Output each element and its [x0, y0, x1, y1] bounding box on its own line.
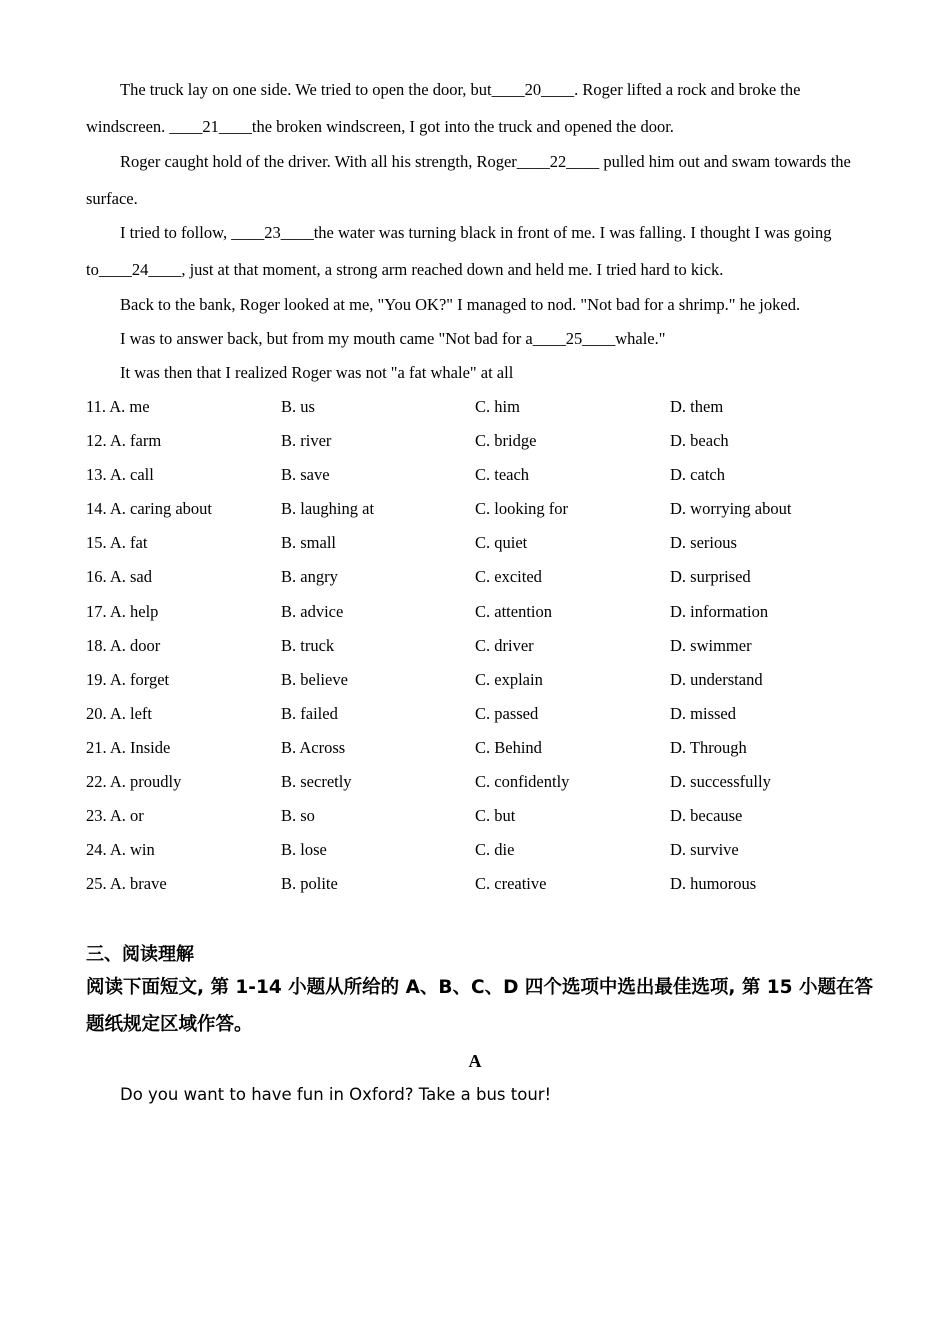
- option-d: D. understand: [670, 669, 763, 689]
- passage-line-2: [86, 117, 674, 137]
- option-a: 16. A. sad: [86, 567, 152, 587]
- option-row-13: [86, 465, 886, 499]
- passage-line-3: [120, 152, 851, 172]
- option-b: B. lose: [281, 840, 327, 860]
- option-a: 22. A. proudly: [86, 772, 182, 792]
- option-row-20: [86, 704, 886, 738]
- option-d: D. successfully: [670, 772, 771, 792]
- option-a: 24. A. win: [86, 840, 155, 860]
- text: windscreen.: [86, 117, 170, 136]
- option-b: B. Across: [281, 737, 346, 757]
- option-c: C. quiet: [475, 533, 528, 553]
- text: The truck lay on one side. We tried to open the door, but: [120, 80, 492, 99]
- blank-25: ____25____: [532, 329, 616, 348]
- text: It was then that I realized Roger was not "a fat whale" at all: [120, 363, 514, 382]
- option-b: B. us: [281, 397, 315, 416]
- text: Back to the bank, Roger looked at me, "You OK?" I managed to nod. "Not bad for a shrimp." he joked.: [120, 295, 801, 314]
- option-d: D. swimmer: [670, 635, 752, 655]
- option-c: C. but: [475, 806, 516, 826]
- option-d: D. humorous: [670, 874, 757, 894]
- text: to: [86, 260, 99, 279]
- option-a: 18. A. door: [86, 635, 161, 655]
- option-c: C. die: [475, 840, 515, 860]
- option-b: B. river: [281, 431, 332, 451]
- option-a: 23. A. or: [86, 806, 144, 826]
- option-c: C. explain: [475, 669, 543, 689]
- option-c: C. attention: [475, 601, 552, 621]
- option-d: D. worrying about: [670, 499, 792, 519]
- blank-24: ____24____: [98, 260, 182, 279]
- options-list: [86, 397, 886, 908]
- option-a: 13. A. call: [86, 465, 154, 485]
- option-d: D. survive: [670, 840, 739, 860]
- option-row-17: [86, 602, 886, 636]
- text: Roger caught hold of the driver. With all his strength, Roger: [120, 152, 517, 171]
- option-d: D. because: [670, 806, 743, 826]
- option-a: 19. A. forget: [86, 669, 170, 689]
- option-c: C. driver: [475, 635, 534, 655]
- text: I tried to follow,: [120, 223, 232, 242]
- passage-line-5: [120, 223, 832, 243]
- option-c: C. bridge: [475, 431, 537, 451]
- option-d: D. information: [670, 601, 769, 621]
- option-row-16: [86, 567, 886, 601]
- option-a: 21. A. Inside: [86, 737, 171, 757]
- option-c: C. excited: [475, 567, 542, 587]
- blank-22: ____22____: [516, 152, 600, 171]
- passage-line-1: [120, 80, 800, 100]
- section-instruction-line-1: 阅读下面短文, 第 1-14 小题从所给的 A、B、C、D 四个选项中选出最佳选项, 第 15 小题在答: [86, 977, 873, 998]
- text: the broken windscreen, I got into the truck and opened the door.: [251, 117, 674, 136]
- option-a: 12. A. farm: [86, 431, 162, 451]
- option-a: 15. A. fat: [86, 533, 148, 553]
- option-c: C. looking for: [475, 499, 569, 519]
- option-a: 17. A. help: [86, 601, 159, 621]
- option-d: D. Through: [670, 737, 747, 757]
- option-c: C. Behind: [475, 737, 542, 757]
- option-a: 20. A. left: [86, 703, 152, 723]
- option-row-19: [86, 670, 886, 704]
- option-d: D. beach: [670, 431, 729, 451]
- option-c: C. teach: [475, 465, 530, 485]
- option-b: B. so: [281, 806, 315, 826]
- text: the water was turning black in front of me. I was falling. I thought I was going: [313, 223, 832, 242]
- option-b: B. small: [281, 533, 337, 553]
- option-d: D. catch: [670, 465, 725, 485]
- option-a: 14. A. caring about: [86, 499, 213, 519]
- option-row-22: [86, 772, 886, 806]
- option-d: D. them: [670, 397, 724, 416]
- option-b: B. believe: [281, 669, 348, 689]
- passage-heading: A: [468, 1051, 482, 1071]
- option-b: B. laughing at: [281, 499, 375, 519]
- blank-20: ____20____: [491, 80, 575, 99]
- section-title: 三、阅读理解: [86, 944, 194, 965]
- section-instruction-line-2: 题纸规定区域作答。: [86, 1014, 253, 1035]
- option-row-11: [86, 397, 886, 431]
- passage-line-4: [86, 189, 138, 209]
- passage-first-line: Do you want to have fun in Oxford? Take a bus tour!: [120, 1085, 552, 1104]
- option-d: D. serious: [670, 533, 737, 553]
- option-row-24: [86, 840, 886, 874]
- text: surface.: [86, 189, 138, 208]
- option-a: 25. A. brave: [86, 874, 167, 894]
- option-row-18: [86, 636, 886, 670]
- option-c: C. creative: [475, 874, 547, 894]
- option-b: B. secretly: [281, 772, 352, 792]
- option-row-12: [86, 431, 886, 465]
- option-b: B. failed: [281, 703, 338, 723]
- option-c: C. passed: [475, 703, 539, 723]
- text: , just at that moment, a strong arm reached down and held me. I tried hard to kick.: [181, 260, 724, 279]
- option-row-25: [86, 874, 886, 908]
- text: . Roger lifted a rock and broke the: [574, 80, 801, 99]
- option-row-23: [86, 806, 886, 840]
- passage-line-7: [120, 295, 800, 315]
- option-b: B. truck: [281, 635, 335, 655]
- option-row-14: [86, 499, 886, 533]
- option-c: C. him: [475, 397, 520, 416]
- text: whale.": [615, 329, 666, 348]
- option-row-15: [86, 533, 886, 567]
- option-c: C. confidently: [475, 772, 570, 792]
- passage-line-6: [86, 260, 723, 280]
- option-d: D. missed: [670, 703, 736, 723]
- option-b: B. advice: [281, 601, 344, 621]
- option-a: 11. A. me: [86, 397, 150, 416]
- option-b: B. save: [281, 465, 330, 485]
- blank-23: ____23____: [231, 223, 314, 242]
- text: pulled him out and swam towards the: [599, 152, 851, 171]
- option-b: B. polite: [281, 874, 338, 894]
- option-b: B. angry: [281, 567, 338, 587]
- passage-line-9: [120, 363, 513, 383]
- passage-line-8: [120, 329, 665, 349]
- blank-21: ____21____: [169, 117, 252, 136]
- option-d: D. surprised: [670, 567, 751, 587]
- text: I was to answer back, but from my mouth came "Not bad for a: [120, 329, 533, 348]
- option-row-21: [86, 738, 886, 772]
